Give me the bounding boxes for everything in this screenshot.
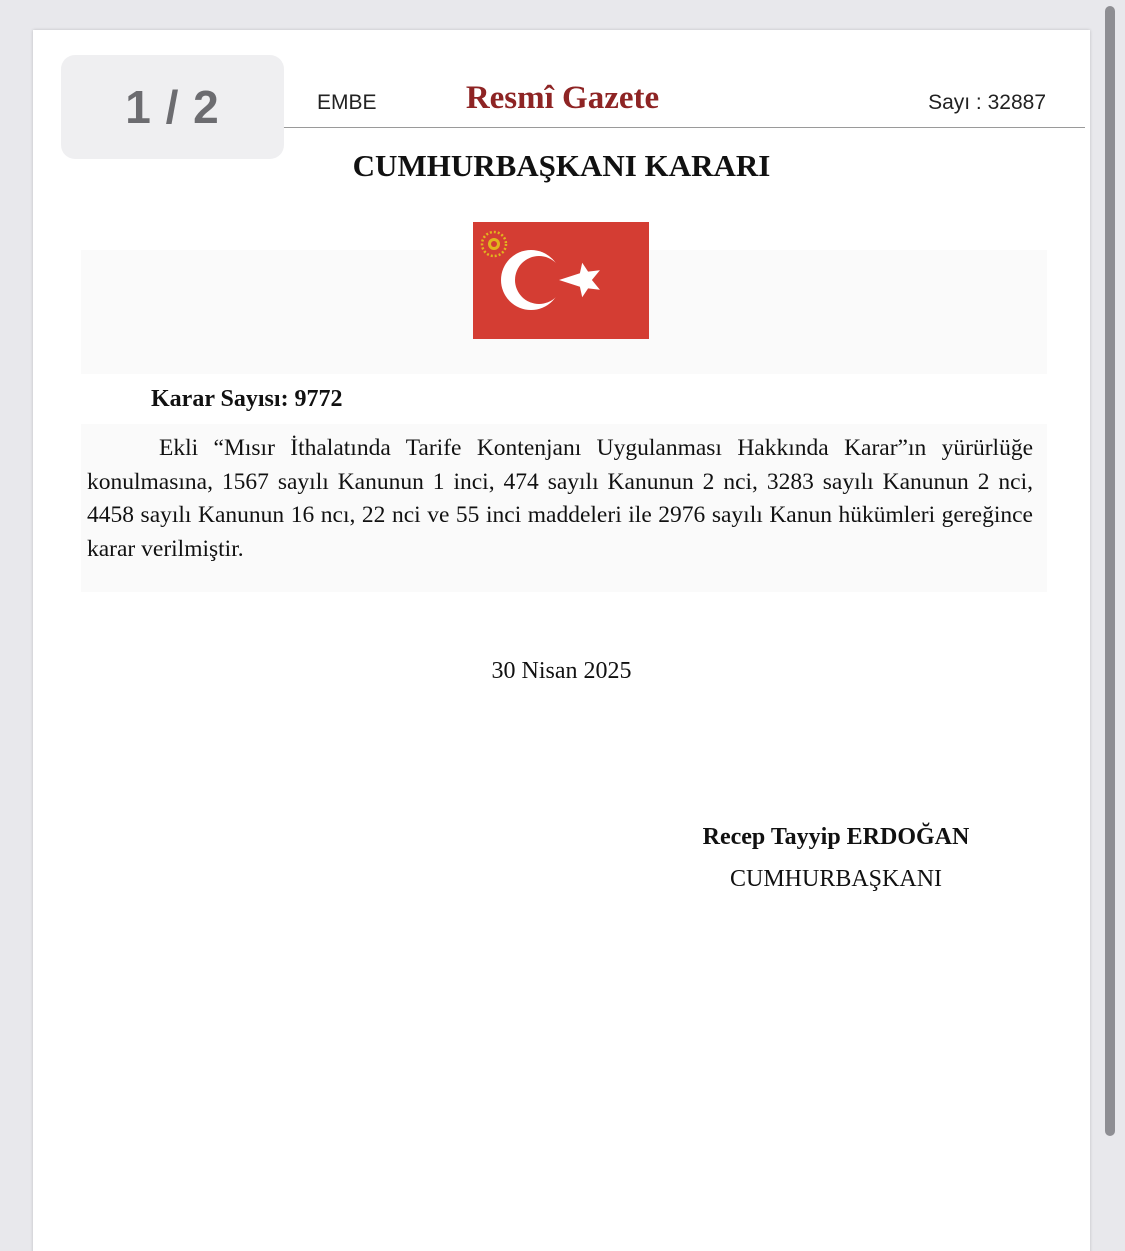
document-page	[33, 30, 1090, 1251]
header-divider	[283, 127, 1085, 128]
page-indicator: 1 / 2	[61, 55, 284, 159]
signatory-title: CUMHURBAŞKANI	[729, 866, 943, 892]
issue-number: Sayı : 32887	[928, 91, 1046, 114]
vertical-scrollbar[interactable]	[1105, 6, 1115, 1136]
signatory-name: Recep Tayyip ERDOĞAN	[702, 824, 970, 850]
header-date-fragment: EMBE	[317, 91, 377, 114]
decree-date: 30 Nisan 2025	[491, 658, 632, 684]
turkish-flag-icon	[473, 222, 649, 339]
masthead-text: Resmî Gazete	[465, 80, 660, 116]
decision-number: Karar Sayısı: 9772	[151, 386, 343, 412]
decree-body: Ekli “Mısır İthalatında Tarife Kontenjanı Uygulanması Hakkında Karar”ın yürürlüğe konulmasına, 1567 sayılı Kanunun 1 inci, 474 sayılı Kanunun 2 nci, 3283 sayılı Kanunun 2 nci, 4458 sayılı Kanunun 16 ncı, 22 nci ve 55 inci maddeleri ile 2976 sayılı Kanun hükümleri gereğince karar verilmiştir.	[87, 435, 1033, 562]
decree-title: CUMHURBAŞKANI KARARI	[352, 148, 771, 183]
